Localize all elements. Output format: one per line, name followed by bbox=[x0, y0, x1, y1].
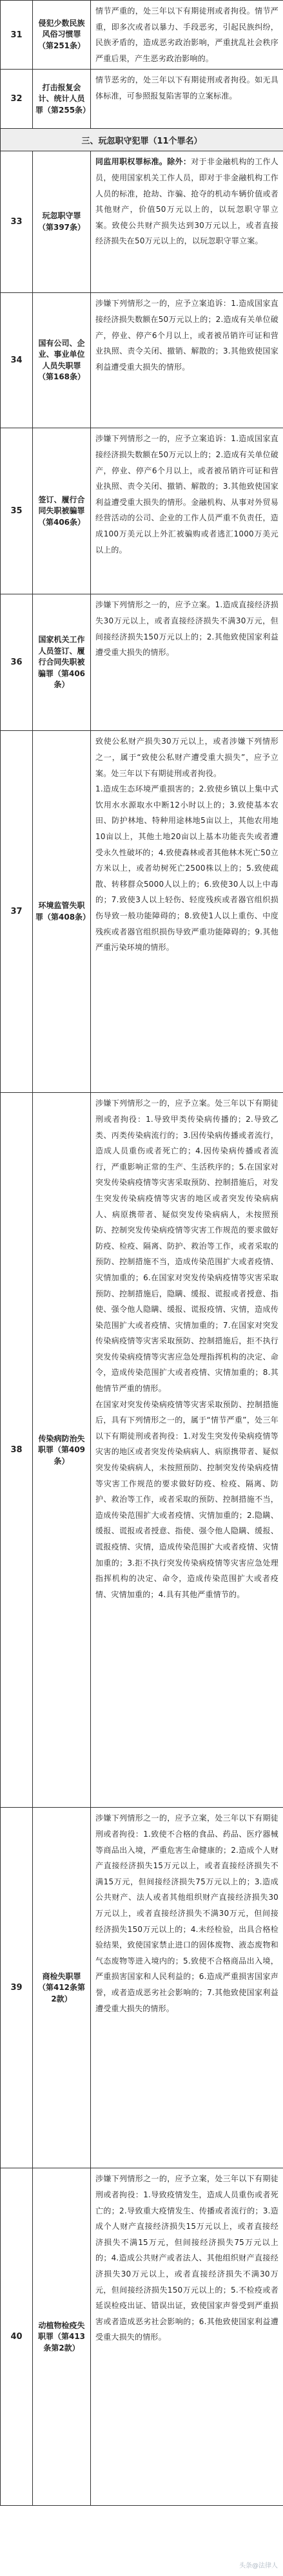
table-row bbox=[1, 594, 283, 731]
crime-name: 打击报复会计、统计人员罪（第255条） bbox=[33, 70, 91, 129]
standard-text: 情节严重的，处三年以下有期徒刑或者拘役。情节严重，即多次或者以暴力、手段恶劣，引起民族纠纷，民族矛盾的，造成恶劣政治影响，严重扰乱社会秩序严重后果，产生恶劣政治影响的。 bbox=[95, 6, 278, 63]
standard-paragraph bbox=[95, 1397, 278, 1603]
crime-name: 动植物检疫失职罪（第413条第2款） bbox=[33, 2168, 91, 2506]
table-row bbox=[1, 70, 283, 129]
row-number: 38 bbox=[1, 1093, 33, 1808]
standard-text: 涉嫌下列情形之一的，应予立案追诉：1.造成国家直接经济损失数额在50万元以上的；2.造成有关单位破产，停业、停产6个月以上，或者被吊销许可证和营业执照、责令关闭、撤销、解散的；3.其他致使国家利益遭受重大损失的情形。 bbox=[95, 299, 278, 372]
table-row bbox=[1, 151, 283, 293]
standard-paragraph bbox=[95, 3, 278, 66]
standard-paragraph bbox=[95, 296, 278, 375]
standard-text: 情节恶劣的，处三年以下有期徒刑或者拘役。如无具体标准，可参照报复陷害罪的立案标准。 bbox=[95, 75, 278, 100]
standard-paragraph bbox=[95, 431, 278, 558]
standard-paragraph bbox=[95, 1810, 278, 2016]
row-number: 33 bbox=[1, 151, 33, 293]
filing-standard bbox=[91, 70, 283, 129]
watermark: 头条@法律人 bbox=[239, 2562, 278, 2570]
crime-name: 传染病防治失职罪（第409条） bbox=[33, 1093, 91, 1808]
standard-text: 涉嫌下列情形之一的，应予立案追诉：1.造成国家直接经济损失数额在50万元以上的；2.造成有关单位破产，停业、停产6个月以上，或者被吊销许可证和营业执照、责令关闭、撤销、解散的；3.其他致使国家利益遭受重大损失的情形。金融机构、从事对外贸易经营活动的公司、企业的工作人员严重不负责任，造成100万美元以上外汇被骗购或者逃汇1000万美元以上的。 bbox=[95, 434, 278, 554]
standard-text: 1.造成生态环境严重损害的；2.致使乡镇以上集中式饮用水水源取水中断12小时以上的；3.致使基本农田、防护林地、特种用途林地5亩以上，其他农用地10亩以上，其他土地20亩以上基本功能丧失或者遭受永久性破坏的；4.致使森林或者其他林木死亡50立方米以上，或者幼树死亡2500株以上的；5.致使疏散、转移群众5000人以上的；6.致使30人以上中毒的；7.致使3人以上轻伤、轻度残疾或者器官组织损伤导致一般功能障碍的；8.致使1人以上重伤、中度残疾或者器官组织损伤导致严重功能障碍的；9.其他严重污染环境的情形。 bbox=[95, 784, 278, 952]
crime-name: 国家机关工作人员签订、履行合同失职被骗罪（第406条） bbox=[33, 594, 91, 731]
standard-lead: 同监用职权罪标准。除外： bbox=[95, 157, 191, 167]
filing-standard bbox=[91, 293, 283, 428]
filing-standard bbox=[91, 594, 283, 731]
row-number: 35 bbox=[1, 428, 33, 594]
table-row bbox=[1, 2168, 283, 2506]
standard-text: 致使公私财产损失30万元以上，或者涉嫌下列情形之一，属于“致使公私财产遭受重大损失”，应予立案。处三年以下有期徒刑或者拘役。 bbox=[95, 737, 278, 778]
row-number: 36 bbox=[1, 594, 33, 731]
crime-name: 侵犯少数民族风俗习惯罪（第251条） bbox=[33, 1, 91, 70]
section-header: 三、玩忽职守犯罪（11个罪名） bbox=[1, 129, 283, 151]
standard-paragraph bbox=[95, 2171, 278, 2345]
crime-name: 玩忽职守罪（第397条） bbox=[33, 151, 91, 293]
standard-paragraph bbox=[95, 72, 278, 104]
filing-standard bbox=[91, 1808, 283, 2168]
crime-name: 商检失职罪（第412条第2款） bbox=[33, 1808, 91, 2168]
row-number: 32 bbox=[1, 70, 33, 129]
standard-text: 对于非金融机构的工作人员，使用国家机关工作人员，即对于非金融机构工作人员的标准，抢劫、诈骗、抢夺的机动车辆价值或者其他财产，价值50万元以上的，以玩忽职守罪立案。致使公共财产损失达到30万元以上，或者直接经济损失在50万元以上的，以玩忽职守罪立案。 bbox=[95, 157, 279, 246]
table-row bbox=[1, 428, 283, 594]
standard-text: 在国家对突发传染病疫情等灾害采取预防、控制措施后，具有下列情形之一的，属于“情节严重”，处三年以下有期徒刑或者拘役：1.对发生突发传染病疫情等灾害的地区或者突发传染病病人、病原携带者、疑似突发传染病病人，未按照预防、控制突发传染病疫情等灾害工作规范的要求做好防疫、检疫、隔离、防护、救治等工作，或者采取的预防、控制措施不当，造成传染范围扩大或者疫情、灾情加重的；2.隐瞒、缓报、谎报或者授意、指使、强令他人隐瞒、缓报、谎报疫情、灾情，造成传染范围扩大或者疫情、灾情加重的；3.拒不执行突发传染病疫情等灾害应急处理指挥机构的决定、命令，造成传染范围扩大或者疫情、灾情加重的；4.具有其他严重情节的。 bbox=[95, 1399, 278, 1599]
standard-paragraph bbox=[95, 154, 278, 249]
crime-name: 环境监管失职罪（第408条） bbox=[33, 731, 91, 1093]
table-row bbox=[1, 731, 283, 1093]
table-row bbox=[1, 293, 283, 428]
crime-name: 签订、履行合同失职被骗罪（第406条） bbox=[33, 428, 91, 594]
standard-text: 涉嫌下列情形之一的，应予立案。1.造成直接经济损失30万元以上，或者直接经济损失不满30万元，但间接经济损失150万元以上的；2.其他致使国家利益遭受重大损失的情形。 bbox=[95, 600, 278, 658]
row-number: 40 bbox=[1, 2168, 33, 2506]
filing-standard bbox=[91, 151, 283, 293]
section-header-body bbox=[1, 129, 283, 151]
row-number: 37 bbox=[1, 731, 33, 1093]
standard-text: 涉嫌下列情形之一的，应予立案，处三年以下有期徒刑或者拘役：1.致使不合格的食品、药品、医疗器械等商品出入境，严重危害生命健康的；2.造成个人财产直接经济损失15万元以上，或者直接经济损失不满15万元，但间接经济损失75万元以上的；3.造成公共财产、法人或者其他组织财产直接经济损失30万元以上，或者直接经济损失不满30万元，但间接经济损失150万元以上的；4.未经检验，出具合格检验结果，致使国家禁止进口的固体废物、液态废物和气态废物等进入境内的；5.致使不合格商品出入境，严重损害国家和人民利益的；6.造成严重损害国家声誉，或者造成恶劣社会影响的；7.其他致使国家利益遭受重大损失的情形。 bbox=[95, 1814, 278, 2013]
filing-standard bbox=[91, 428, 283, 594]
crime-name: 国有公司、企业、事业单位人员失职罪（第168条） bbox=[33, 293, 91, 428]
filing-standard bbox=[91, 1093, 283, 1808]
standard-paragraph bbox=[95, 597, 278, 660]
standard-text: 涉嫌下列情形之一的，应予立案，处三年以下有期徒刑或者拘役：1.导致疫情发生，造成人员重伤或者死亡的；2.导致重大疫情发生、传播或者流行的；3.造成个人财产直接经济损失15万元以上，或者直接经济损失不满15万元，但间接经济损失75万元以上的；4.造成公共财产或者法人、其他组织财产直接经济损失30万元以上，或者直接经济损失不满30万元，但间接经济损失150万元以上的；5.不检疫或者延误检疫出证、错误出证，致使国家声誉受到严重损害或者造成恶劣社会影响的；6.其他致使国家利益遭受重大损失的情形。 bbox=[95, 2174, 278, 2342]
standard-paragraph bbox=[95, 781, 278, 956]
standard-paragraph bbox=[95, 1095, 278, 1396]
row-number: 39 bbox=[1, 1808, 33, 2168]
standard-text: 涉嫌下列情形之一的，应予立案。处三年以下有期徒刑或者拘役：1.导致甲类传染病传播的；2.导致乙类、丙类传染病流行的；3.因传染病传播或者流行，造成人员重伤或者死亡的；4.因传染病传播或者流行，严重影响正常的生产、生活秩序的；5.在国家对突发传染病疫情等灾害采取预防、控制措施后，对发生突发传染病疫情等灾害的地区或者突发传染病病人、病原携带者、疑似突发传染病病人，未按照预防、控制突发传染病疫情等灾害工作规范的要求做好防疫、检疫、隔离、防护、救治等工作，或者采取的预防、控制措施不当，造成传染范围扩大或者疫情、灾情加重的；6.在国家对突发传染病疫情等灾害采取预防、控制措施后，隐瞒、缓报、谎报或者授意、指使、强令他人隐瞒、缓报、谎报疫情、灾情，造成传染范围扩大或者疫情、灾情加重的；7.在国家对突发传染病疫情等灾害采取预防、控制措施后，拒不执行突发传染病疫情等灾害应急处理指挥机构的决定、命令，造成传染范围扩大或者疫情、灾情加重的；8.其他情节严重的情形。 bbox=[95, 1099, 278, 1394]
table-body-bottom bbox=[1, 151, 283, 2506]
table-row bbox=[1, 1808, 283, 2168]
row-number: 31 bbox=[1, 1, 33, 70]
standard-paragraph bbox=[95, 734, 278, 781]
filing-standard bbox=[91, 2168, 283, 2506]
filing-standard bbox=[91, 1, 283, 70]
row-number: 34 bbox=[1, 293, 33, 428]
table-row bbox=[1, 1093, 283, 1808]
section-header-row bbox=[1, 129, 283, 151]
filing-standard bbox=[91, 731, 283, 1093]
table-row bbox=[1, 1, 283, 70]
table-body-top bbox=[1, 1, 283, 129]
